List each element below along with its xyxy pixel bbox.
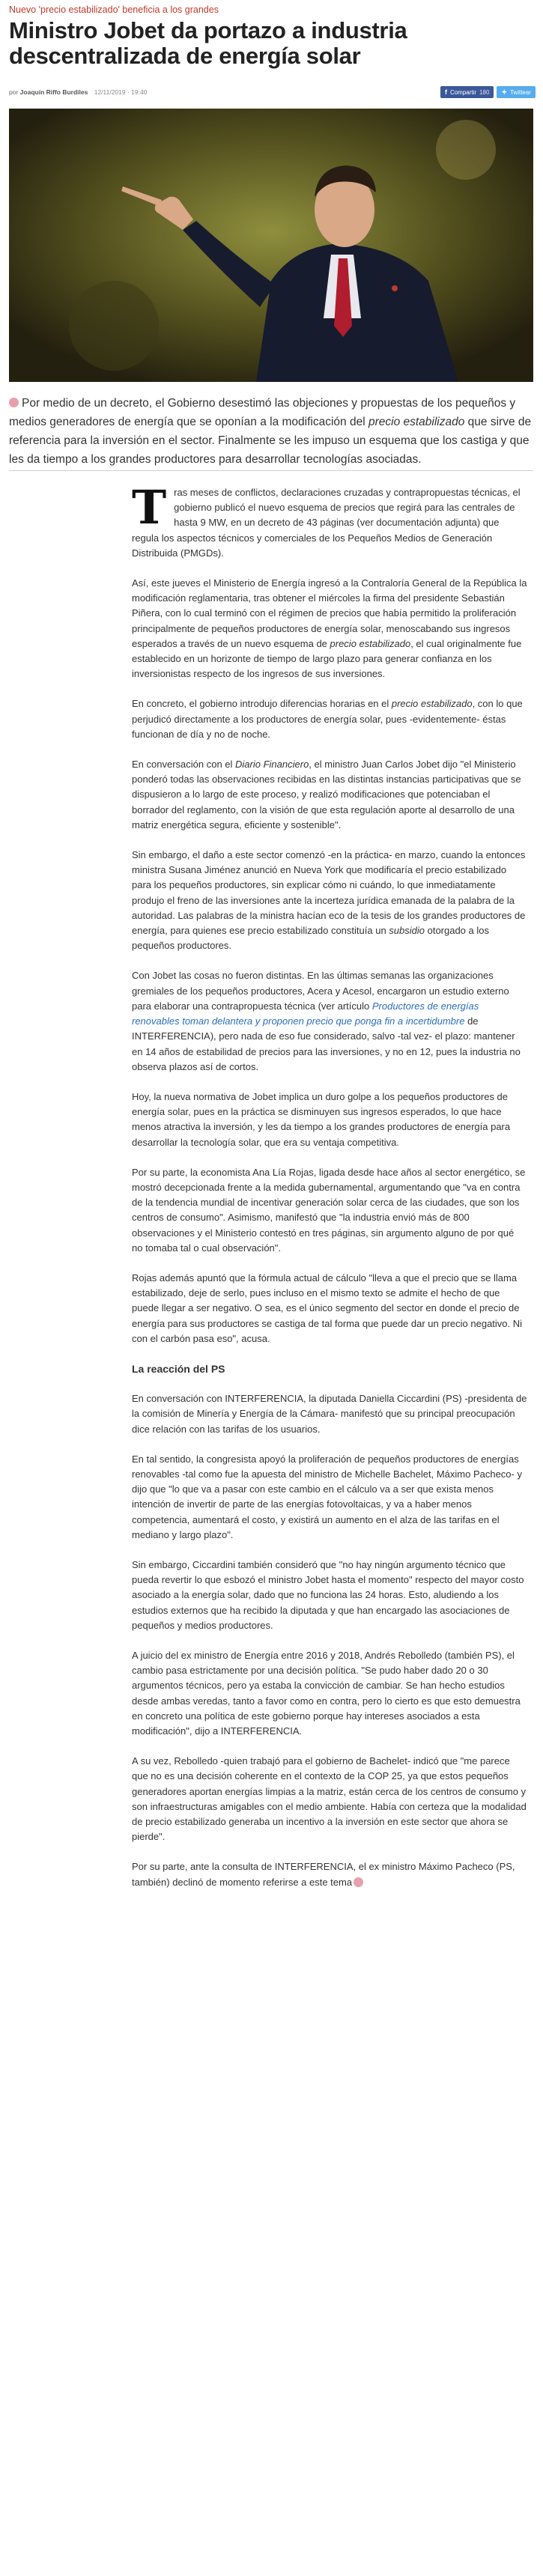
paragraph: A su vez, Rebolledo -quien trabajó para el gobierno de Bachelet- indicó que "me parece que no es una decisión coherente en el contexto de la COP 25, ya que estos pequeños generadores aportan energías limpias a la matriz, están cerca de los centros de consumo y son infraestructuras amigables con el medio ambiente. Había con certeza que la modalidad de precio estabilizado generaba un incentivo a la inversión en este sector que ahora se pierde". — [132, 1755, 527, 1843]
paragraph-em: precio estabilizado — [391, 698, 473, 710]
paragraph-text: de INTERFERENCIA), pero nada de eso fue considerado, salvo -tal vez- el plazo: mantener en 14 años de estabilidad de precios para las inversiones, y no en 12, pues la industria no observa plazos así de cortos. — [132, 1015, 521, 1072]
paragraph: Sin embargo, Ciccardini también consideró que "no hay ningún argumento técnico que pueda revertir lo que esbozó el ministro Jobet hasta el momento" respecto del mayor costo asociado a la energía solar, dado que no funciona las 24 horas. Esto, aludiendo a los estudios externos que ha recibido la diputada y que han encargado las asociaciones de pequeños y medios productores. — [132, 1558, 524, 1631]
lead-text-b: que sirve de referencia para la inversión en el sector. Finalmente se les impuso un esquema que los castiga y que les da tiempo a los grandes productores para desarrollar tecnologías asociadas. — [9, 416, 532, 466]
paragraph: Hoy, la nueva normativa de Jobet implica un duro golpe a los pequeños productores de energía solar, pues en la práctica se disminuyen sus ingresos esperados, lo que hace menos atractiva la inversión, y les da tiempo a los grandes productores de energía para desarrollar la tecnología solar, que era su ventaja competitiva. — [132, 1090, 511, 1148]
facebook-share-label: Compartir — [449, 88, 477, 96]
paragraph — [132, 1859, 527, 1889]
facebook-share-count: 180 — [479, 88, 490, 96]
paragraph — [132, 968, 527, 1074]
lead-text-em: precio estabilizado — [368, 416, 465, 428]
paragraph-text: En conversación con el — [132, 759, 236, 771]
paragraph-text: ras meses de conflictos, declaraciones cruzadas y contrapropuestas técnicas, el gobierno publicó el nuevo esquema de precios que regirá para las centrales de hasta 9 MW, en un decreto de 43 páginas (ver documentación adjunta) que regula los aspectos técnicos y comerciales de los Pequeños Medios de Generación Distribuida (PMGDs). — [132, 487, 521, 559]
article-kicker[interactable]: Nuevo 'precio estabilizado' beneficia a los grandes — [9, 4, 219, 15]
lead-text-a: Por medio de un decreto, el Gobierno desestimó las objeciones y propuestas de los pequeños y medios generadores de energía que se oponían a la modificación del — [9, 397, 516, 428]
hero-photo — [9, 109, 533, 382]
share-buttons — [440, 86, 536, 98]
facebook-icon: f — [444, 88, 447, 96]
twitter-share-button[interactable] — [497, 86, 536, 98]
twitter-icon: ✦ — [501, 88, 507, 96]
paragraph — [132, 480, 527, 561]
dropcap: T — [132, 480, 167, 535]
paragraph — [132, 576, 527, 681]
paragraph-text: Por su parte, ante la consulta de INTERFERENCIA, el ex ministro Máximo Pacheco (PS, también) declinó de momento referirse a este tema — [132, 1861, 515, 1888]
article-title: Ministro Jobet da portazo a industria descentralizada de energía solar — [9, 17, 407, 69]
paragraph: Rojas además apuntó que la fórmula actual de cálculo "lleva a que el precio que se llama estabilizado, deje de serlo, pues incluso en el mismo texto se admite el hecho de que puede llegar a ser negativo. O sea, es el único segmento del sector en donde el precio de energía para sus productores se castiga de tal forma que puede dar un precio negativo. Ni con el carbón pasa eso", acusa. — [132, 1272, 523, 1344]
paragraph-em: precio estabilizado — [330, 637, 411, 649]
lead-divider — [9, 470, 533, 471]
paragraph-em: Diario Financiero — [235, 759, 309, 771]
paragraph-text: En concreto, el gobierno introdujo diferencias horarias en el — [132, 698, 392, 710]
section-subheading: La reacción del PS — [132, 1362, 225, 1375]
paragraph — [132, 696, 527, 742]
paragraph: Por su parte, la economista Ana Lía Rojas, ligada desde hace años al sector energético, se mostró decepcionada frente a la medida gubernamental, argumentando que "va en contra de la tendencia mundial de incentivar generación solar cerca de las ciudades, que son los centros de consumo". Asimismo, manifestó que "la industria envió más de 800 observaciones y el Ministerio contestó en tres páginas, sin argumento alguno de por qué no tomaba tal o cual observación". — [132, 1166, 526, 1254]
paragraph-em: subsidio — [389, 925, 425, 937]
paragraph: A juicio del ex ministro de Energía entre 2016 y 2018, Andrés Rebolledo (también PS), el cambio pasa estrictamente por una decisión política. "Se pudo haber dado 20 o 30 argumentos técnicos, pero ya estaba la convicción de cambiar. Se han hecho estudios desde ambas veredas, tanto a favor como en contra, pero lo cierto es que esto demuestra en concreto una política de este gobierno porque hay intereses asociados a esta modificación", dijo a INTERFERENCIA. — [132, 1650, 521, 1737]
paragraph: En tal sentido, la congresista apoyó la proliferación de pequeños productores de energías renovables -tal como fue la apuesta del ministro de Michelle Bachelet, Máximo Pacheco- y dijo que "lo que va a pasar con este cambio en el cálculo va a ser que exista menos intención de invertir de parte de las energías fotovoltaicas, y va a haber menos competencia, aumentará el costo, y existirá un aumento en el alza de las tarifas en el mediano y largo plazo". — [132, 1453, 522, 1540]
minister-photo-illustration — [9, 109, 533, 382]
paragraph-text: Sin embargo, el daño a este sector comenzó -en la práctica- en marzo, cuando la entonces ministra Susana Jiménez anunció en Nueva York que modificaría el precio estabilizado para los pequeños productores, sin explicar cómo ni cuándo, lo que inmediatamente produjo el freno de las inversiones ante la incerteza jurídica emanada de la palabra de la autoridad. Las palabras de la ministra hacían eco de la tesis de los grandes productores de energía, para quienes ese precio estabilizado constituía un — [132, 849, 526, 937]
twitter-share-label: Twittear — [509, 88, 531, 96]
related-article-link[interactable]: Productores de energías renovables toman delantera y proponen precio que ponga fin a incertidumbre — [132, 1000, 479, 1027]
author-link[interactable]: Joaquín Riffo Burdiles — [19, 88, 88, 96]
paragraph — [132, 757, 527, 833]
article-lead — [9, 394, 532, 469]
end-of-article-icon — [354, 1877, 363, 1887]
article-body — [132, 480, 527, 1905]
byline-prefix: por — [9, 88, 19, 96]
lead-bullet-icon — [9, 398, 19, 407]
paragraph-text: , el ministro Juan Carlos Jobet dijo "el Ministerio ponderó todas las observaciones recibidas en las distintas instancias participativas que se dispusieron a lo largo de este proceso, y realizó modificaciones que potenciaban el borrador del reglamento, con la visión de que esta regulación aporte al desarrollo de una matriz energética segura, eficiente y sostenible". — [132, 759, 521, 830]
paragraph-text: Así, este jueves el Ministerio de Energía ingresó a la Contraloría General de la República la modificación reglamentaria, tras obtener el miércoles la firma del presidente Sebastián Piñera, con lo cual terminó con el régimen de precios que había permitido la proliferación principalmente de pequeños productores de energía solar, menoscabando sus ingresos esperados a través de un nuevo esquema de — [132, 577, 527, 649]
byline — [9, 88, 147, 96]
publish-date: 12/11/2019 · 19:40 — [94, 88, 148, 96]
paragraph: En conversación con INTERFERENCIA, la diputada Daniella Ciccardini (PS) -presidenta de la comisión de Minería y Energía de la Cámara- manifestó que su principal preocupación dice relación con las tarifas de los usuarios. — [132, 1393, 527, 1435]
paragraph-text: , el cual originalmente fue establecido en un horizonte de tiempo de largo plazo para generar confianza en los inversionistas respecto de los ingresos de sus inversiones. — [132, 637, 522, 680]
paragraph — [132, 848, 527, 953]
paragraph-text: Con Jobet las cosas no fueron distintas. En las últimas semanas las organizaciones gremiales de los pequeños productores, Acera y Acesol, encargaron un estudio externo para elaborar una contrapropuesta técnica (ver artículo — [132, 970, 509, 1012]
facebook-share-button[interactable] — [440, 86, 494, 98]
paragraph-text: , con lo que perjudicó directamente a los productores de energía solar, pues -evidentemente- éstas funcionan de día y no de noche. — [132, 698, 523, 740]
paragraph-text: otorgado a los pequeños productores. — [132, 925, 489, 952]
